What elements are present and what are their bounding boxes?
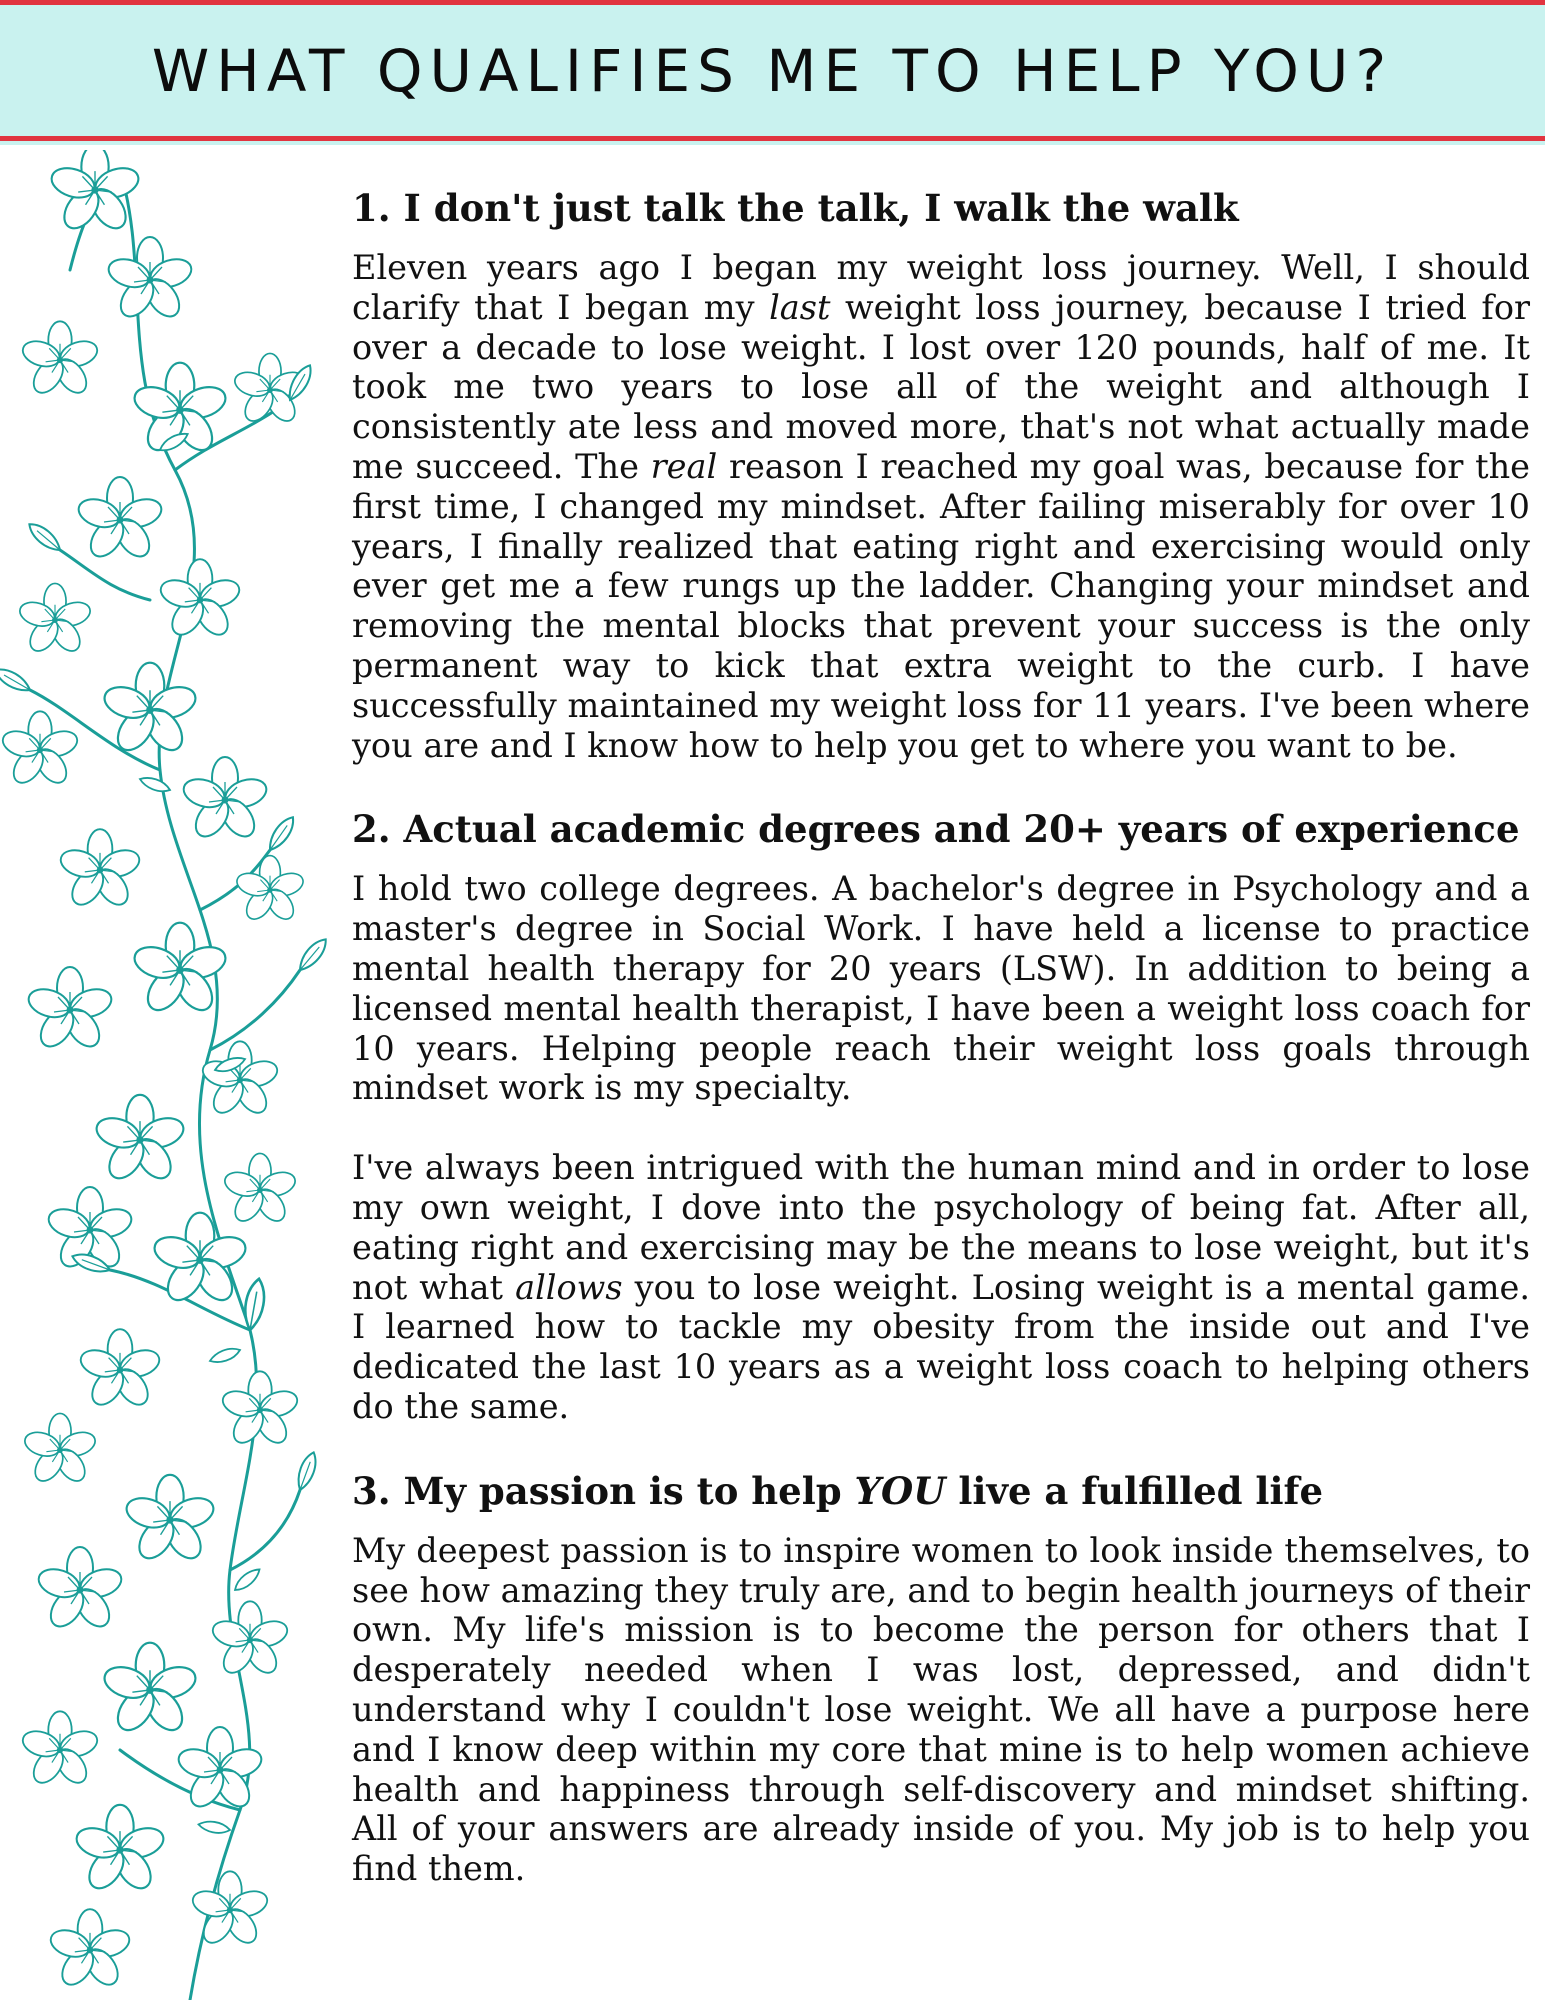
section-3 bbox=[352, 1469, 1530, 1889]
emphasis-last: last bbox=[769, 287, 831, 327]
section-1-heading: 1. I don't just talk the talk, I walk the walk bbox=[352, 186, 1239, 230]
paragraph-gap bbox=[352, 1108, 1530, 1148]
main-content bbox=[352, 186, 1530, 1931]
section-3-heading bbox=[352, 1469, 1530, 1513]
text-run: I've always been intrigued with the human mind and in order to lose my own weight, I dove into the psychology of being fat. After all, eating right and exercising may be the means to lose weight, but it's not what bbox=[352, 1148, 1530, 1307]
floral-border-icon bbox=[0, 150, 340, 2000]
heading-emphasis-you: YOU bbox=[854, 1468, 946, 1513]
text-run: you to lose weight. Losing weight is a mental game. I learned how to tackle my obesity from the inside out and I've dedicated the last 10 years as a weight loss coach to helping others do the same. bbox=[352, 1267, 1530, 1426]
section-3-paragraph: My deepest passion is to inspire women to look inside themselves, to see how amazing they truly are, and to begin health journeys of their own. My life's mission is to become the person for others that I desperately needed when I was lost, depressed, and didn't understand why I couldn't lose weight. We all have a purpose here and I know deep within my core that mine is to help women achieve health and happiness through self-discovery and mindset shifting. All of your answers are already inside of you. My job is to help you find them. bbox=[352, 1530, 1530, 1889]
header-bottom-rule bbox=[0, 136, 1545, 141]
page-header bbox=[0, 0, 1545, 145]
section-2 bbox=[352, 807, 1530, 1426]
text-run: weight loss journey, because I tried for over a decade to lose weight. I lost over 120 pounds, half of me. It took me two years to lose all of the weight and although I consistently ate less and moved more, that's not what actually made me succeed. The bbox=[352, 287, 1531, 486]
text-run: reason I reached my goal was, because for the first time, I changed my mindset. After failing miserably for over 10 years, I finally realized that eating right and exercising would only ever get me a few rungs up the ladder. Changing your mindset and removing the mental blocks that prevent your success is the only permanent way to kick that extra weight to the curb. I have successfully maintained my weight loss for 11 years. I've been where you are and I know how to help you get to where you want to be. bbox=[352, 446, 1530, 765]
emphasis-real: real bbox=[650, 446, 718, 486]
section-2-heading: 2. Actual academic degrees and 20+ years of experience bbox=[352, 807, 1520, 852]
section-1-paragraph bbox=[352, 248, 1530, 765]
page-title: WHAT QUALIFIES ME TO HELP YOU? bbox=[151, 36, 1394, 105]
text-run: Eleven years ago I began my weight loss journey. Well, I should clarify that I began my bbox=[352, 248, 1530, 327]
section-1 bbox=[352, 186, 1530, 765]
heading-run: live a fulfilled life bbox=[945, 1468, 1323, 1513]
section-2-paragraph-2 bbox=[352, 1148, 1530, 1427]
section-2-paragraph-1: I hold two college degrees. A bachelor's degree in Psychology and a master's degree in Social Work. I have held a license to practice mental health therapy for 20 years (LSW). In addition to being a licensed mental health therapist, I have been a weight loss coach for 10 years. Helping people reach their weight loss goals through mindset work is my specialty. bbox=[352, 869, 1530, 1108]
heading-run: 3. My passion is to help bbox=[352, 1468, 855, 1513]
emphasis-allows: allows bbox=[515, 1267, 623, 1307]
